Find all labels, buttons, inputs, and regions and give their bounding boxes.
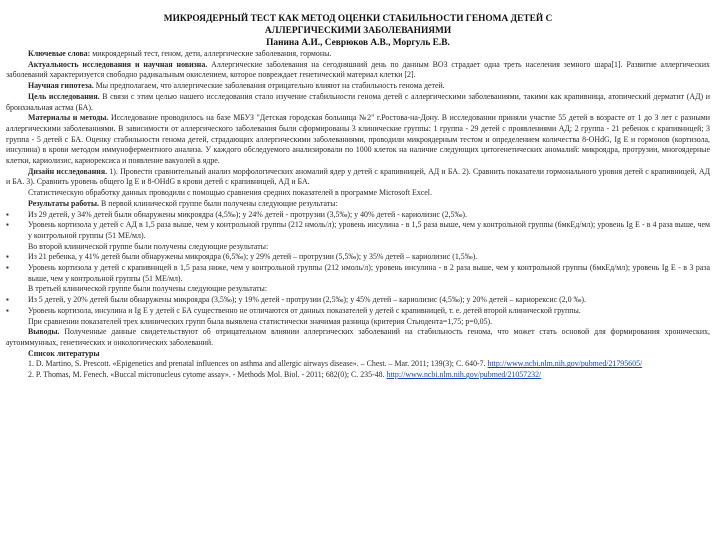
relevance-paragraph (6, 60, 710, 81)
comparison-paragraph: При сравнении показателей трех клинических групп была выявлена статистически значимая разница (критерия Стьюдента=1,75; p=0,05). (28, 316, 493, 326)
hypothesis-text: Мы предполагаем, что аллергические заболевания отрицательно влияют на стабильность генома детей. (93, 81, 445, 91)
group2-bullet-1 (6, 252, 710, 263)
design-label: Дизайн исследования. (28, 166, 108, 176)
bullet-icon: ▪ (6, 209, 9, 219)
paper-title-line-1: МИКРОЯДЕРНЫЙ ТЕСТ КАК МЕТОД ОЦЕНКИ СТАБИЛЬНОСТИ ГЕНОМА ДЕТЕЙ С (163, 14, 553, 24)
bullet-text: Из 21 ребенка, у 41% детей были обнаружены микроядра (6,5‰); у 29% детей – протрузии (5,5‰); у 35% детей – кариолизис (1,5‰). (28, 252, 478, 262)
hypothesis-paragraph (6, 81, 710, 92)
relevance-text: Аллергические заболевания на сегодняшний день по данным ВОЗ страдает одна треть населения земного шара[1]. Развитие аллергических заболеваний характеризуется свободно радикальным окислением, которое повреждает генетический материал клетки [2]. (6, 59, 710, 80)
conclusions-label: Выводы. (28, 327, 60, 337)
group2-bullet-2 (6, 263, 710, 284)
materials-text: Исследование проводилось на базе МБУЗ "Детская городская больница №2" г.Ростова-на-Дону. В исследовании приняли участие 55 детей в возрасте от 1 до 3 лет с разными аллергическими заболеваниями. В зависимости от аллергического заболевания были сформированы 3 клинические группы: 1 группа - 29 детей с проявлениями АД; 2 группа - 21 ребенок с крапивницей; 3 группа - 5 детей с БА. Оценку стабильности генома детей, страдающих аллергическими заболеваниями, проводили микроядерным тестом и определением количества 8-OHdG, Ig E и гормонов (кортизола, инсулина) в крови методом иммуноферментного анализа. У каждого обследуемого анализировали по 1000 клеток на наличие следующих цитогенетических аномалий: микроядра, протрузии, многоядерные клетки, кариолизис, кариорексиса и появление вакуолей в ядре. (6, 113, 710, 166)
aim-paragraph (6, 92, 710, 113)
reference-2-link[interactable]: http://www.ncbi.nlm.nih.gov/pubmed/21057232/ (386, 370, 542, 380)
group1-bullet-1 (6, 210, 710, 221)
conclusions-paragraph (6, 327, 710, 348)
reference-1-text: 1. D. Martino, S. Prescott. «Epigenetics and prenatal influences on asthma and allergic airways disease». – Chest. – Мar. 2011; 139(3); С. 640-7. (28, 359, 486, 369)
materials-label: Материалы и методы. (28, 113, 109, 123)
hypothesis-label: Научная гипотеза. (28, 81, 94, 91)
bullet-icon: ▪ (6, 220, 9, 230)
reference-1-link[interactable]: http://www.ncbi.nlm.nih.gov/pubmed/21795605/ (487, 359, 643, 369)
results-intro-paragraph (6, 199, 710, 210)
group1-bullet-2 (6, 220, 710, 241)
group3-bullet-1 (6, 295, 710, 306)
bullet-text: Уровень кортизола у детей с крапивницей в 1,5 раза ниже, чем у контрольной группы (212 нмоль/л); уровень инсулина - в 2 раза выше, чем у контрольной группы (6мкЕд/мл); уровень Ig E - в 3 раза выше, чем у контрольной группы (51 МЕ/мл). (28, 263, 710, 283)
aim-label: Цель исследования. (28, 91, 100, 101)
design-text: 1). Провести сравнительный анализ морфологических аномалий ядер у детей с крапивницей, АД и БА. 2). Сравнить показатели гормонального уровня детей с крапивницей, АД и БА. 3). Сравнить уровень общего Ig E и 8-OHdG в крови детей с крапивницей, АД и БА. (6, 166, 710, 187)
stats-paragraph: Статистическую обработку данных проводили с помощью сравнения средних показателей в программе Microsoft Excel. (28, 188, 432, 198)
aim-text: В связи с этим целью нашего исследования стало изучение стабильности генома детей с аллергическими заболеваниями, такими как крапивница, атопический дерматит (АД) и бронхиальная астма (БА). (6, 91, 710, 112)
paper-authors: Панина А.И., Севрюков А.В., Моргуль Е.В. (266, 38, 450, 48)
relevance-label: Актуальность исследования и научная новизна. (28, 59, 208, 69)
bullet-icon: ▪ (6, 305, 9, 315)
results-label: Результаты работы. (28, 198, 100, 208)
keywords-text: микроядерный тест, геном, дети, аллергические заболевания, гормоны. (90, 49, 332, 58)
bullet-text: Уровень кортизола, инсулина и Ig E у детей с БА существенно не отличаются от данных показателей у детей с крапивницей, т. е. детей второй клинической группы. (28, 305, 581, 315)
keywords-paragraph (6, 49, 710, 60)
results-intro-text: В первой клинической группе были получены следующие результаты: (99, 198, 338, 208)
reference-1 (6, 359, 710, 370)
reference-2 (6, 370, 710, 381)
group3-intro-paragraph: В третьей клинической группе были получены следующие результаты: (28, 284, 268, 294)
paper-title-line-2: АЛЛЕРГИЧЕСКИМИ ЗАБОЛЕВАНИЯМИ (264, 25, 452, 36)
bullet-text: Из 5 детей, у 20% детей были обнаружены микроядра (3,5‰); у 19% детей - протрузии (2,5‰); у 45% детей – кариолизис (4,5‰); у 20% детей – кариорексис (2,0 ‰). (28, 295, 587, 305)
bullet-text: Из 29 детей, у 34% детей были обнаружены микроядра (4,5‰); у 24% детей - протрузии (3,5‰); у 40% детей - кариолизис (2,5‰). (28, 209, 467, 219)
conclusions-text: Полученные данные свидетельствуют об отрицательном влиянии аллергических заболеваний на стабильность генома, что может стать основой для формирования хронических, аутоиммунных, генетических и онкологических заболеваний. (6, 327, 710, 347)
bullet-icon: ▪ (6, 295, 9, 305)
reference-2-text: 2. P. Thomas, M. Fenech. «Buccal micronucleus cytome assay». - Methods Mol. Biol. - 2011; 682(0); С. 235-48. (28, 370, 385, 380)
keywords-label: Ключевые слова: (28, 49, 91, 58)
paper-title (6, 14, 710, 37)
references-heading: Список литературы (28, 348, 100, 358)
design-paragraph (6, 167, 710, 188)
bullet-icon: ▪ (6, 252, 9, 262)
group3-bullet-2 (6, 306, 710, 317)
bullet-icon: ▪ (6, 263, 9, 273)
group2-intro-paragraph: Во второй клинической группе были получены следующие результаты: (28, 241, 269, 251)
materials-paragraph (6, 113, 710, 167)
bullet-text: Уровень кортизола у детей с АД в 1,5 раза выше, чем у контрольной группы (212 нмоль/л); уровень инсулина - в 1,5 раза выше, чем у контрольной группы (6мкЕд/мл); уровень Ig E - в 4 раза выше, чем у контрольной группы (51 МЕ/мл). (28, 220, 710, 240)
